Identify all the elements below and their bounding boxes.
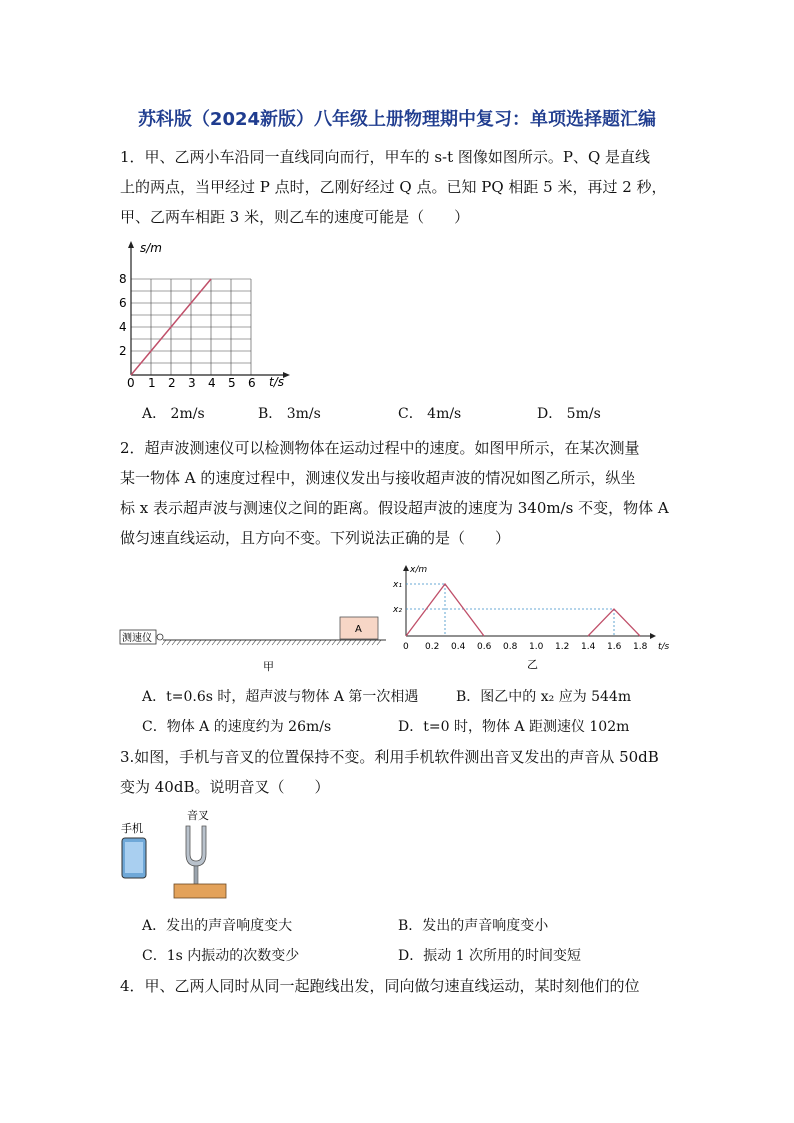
x-tick-label: 1.4: [581, 642, 596, 652]
speed-meter-label: 测速仪: [122, 633, 152, 644]
question-1-line: 1．甲、乙两小车沿同一直线同向而行，甲车的 s-t 图像如图所示。P、Q 是直线: [120, 148, 651, 166]
question-2-line: 做匀速直线运动，且方向不变。下列说法正确的是（ ）: [120, 529, 511, 547]
x-tick-label: 0: [403, 642, 409, 652]
q3-option-d[interactable]: D．振动 1 次所用的时间变短: [398, 948, 582, 964]
q1-option-a[interactable]: A． 2m/s: [142, 406, 205, 422]
q3-option-a[interactable]: A．发出的声音响度变大: [142, 918, 293, 934]
question-4-stem: [120, 971, 680, 1001]
q1-option-d[interactable]: D． 5m/s: [537, 406, 601, 422]
q1-option-b[interactable]: B． 3m/s: [258, 406, 321, 422]
y-tick-label: 8: [119, 272, 127, 286]
q2-option-d[interactable]: D．t=0 时，物体 A 距测速仪 102m: [398, 719, 630, 735]
figure-yi: [390, 562, 686, 674]
x2-label: x₂: [393, 605, 402, 615]
x-tick-label: 1.2: [555, 642, 570, 652]
figure-phone-fork: [116, 806, 236, 902]
question-4-line: 4．甲、乙两人同时从同一起跑线出发，同向做匀速直线运动，某时刻他们的位: [120, 977, 640, 995]
origin-label: 0: [127, 376, 135, 390]
x-axis-arrow: [283, 372, 290, 378]
x-tick-label: 0.8: [503, 642, 518, 652]
ground-hatch: [162, 640, 381, 645]
phone-screen: [125, 842, 143, 873]
fork-base: [174, 884, 226, 898]
y-tick-label: 6: [119, 296, 127, 310]
q2-option-c[interactable]: C．物体 A 的速度约为 26m/s: [142, 719, 332, 735]
y-tick-label: 4: [119, 320, 127, 334]
x-tick-label: 0.2: [425, 642, 440, 652]
figure-jia: [118, 612, 390, 674]
q1-option-c[interactable]: C． 4m/s: [398, 406, 462, 422]
x-axis-label: t/s: [658, 642, 670, 652]
q2-option-b[interactable]: B．图乙中的 x₂ 应为 544m: [456, 689, 632, 705]
question-1-line: 甲、乙两车相距 3 米，则乙车的速度可能是（ ）: [120, 208, 470, 226]
sensor-icon: [157, 634, 163, 640]
question-2-stem: [120, 433, 680, 553]
x-tick-label: 0.4: [451, 642, 466, 652]
q3-option-c[interactable]: C．1s 内振动的次数变少: [142, 948, 300, 964]
x-tick-label: 5: [228, 376, 236, 390]
question-2-line: 某一物体 A 的速度过程中，测速仪发出与接收超声波的情况如图乙所示，纵坐: [120, 469, 636, 487]
fork-stem: [194, 866, 198, 884]
question-1-stem: [120, 142, 680, 232]
y-axis-label: x/m: [410, 565, 428, 575]
graph-grid: [131, 279, 251, 375]
q3-option-b[interactable]: B．发出的声音响度变小: [398, 918, 549, 934]
question-2-line: 标 x 表示超声波与测速仪之间的距离。假设超声波的速度为 340m/s 不变，物体 A: [120, 499, 669, 517]
x1-label: x₁: [393, 580, 402, 590]
tuning-fork-icon: [186, 826, 206, 866]
y-tick-label: 2: [119, 344, 127, 358]
x-tick-label: 1.0: [529, 642, 544, 652]
y-axis-arrow: [403, 565, 409, 571]
y-axis-arrow: [128, 241, 134, 248]
x-tick-label: 6: [248, 376, 256, 390]
figure-yi-caption: 乙: [527, 658, 538, 671]
x-tick-label: 0.6: [477, 642, 492, 652]
x-tick-label: 2: [168, 376, 176, 390]
object-a-label: A: [355, 624, 362, 635]
x-axis-arrow: [650, 633, 656, 639]
x-tick-label: 1.8: [633, 642, 648, 652]
x-tick-label: 1: [148, 376, 156, 390]
figure-jia-caption: 甲: [263, 660, 274, 673]
x-axis-label: t/s: [269, 375, 284, 389]
question-1-line: 上的两点，当甲经过 P 点时，乙刚好经过 Q 点。已知 PQ 相距 5 米，再过 2 秒，: [120, 178, 667, 196]
question-3-line: 3.如图，手机与音叉的位置保持不变。利用手机软件测出音叉发出的声音从 50dB: [120, 748, 659, 766]
phone-label: 手机: [121, 822, 143, 835]
y-axis-label: s/m: [140, 241, 162, 255]
fork-label: 音叉: [187, 809, 209, 822]
question-2-line: 2．超声波测速仪可以检测物体在运动过程中的速度。如图甲所示，在某次测量: [120, 439, 640, 457]
question-3-line: 变为 40dB。说明音叉（ ）: [120, 778, 330, 796]
question-3-stem: [120, 742, 680, 802]
question-1-st-graph: [110, 238, 300, 390]
x-tick-label: 4: [208, 376, 216, 390]
x-tick-label: 1.6: [607, 642, 622, 652]
q2-option-a[interactable]: A．t=0.6s 时，超声波与物体 A 第一次相遇: [142, 689, 419, 705]
x-tick-label: 3: [188, 376, 196, 390]
page-title: 苏科版（2024新版）八年级上册物理期中复习：单项选择题汇编: [137, 109, 657, 130]
